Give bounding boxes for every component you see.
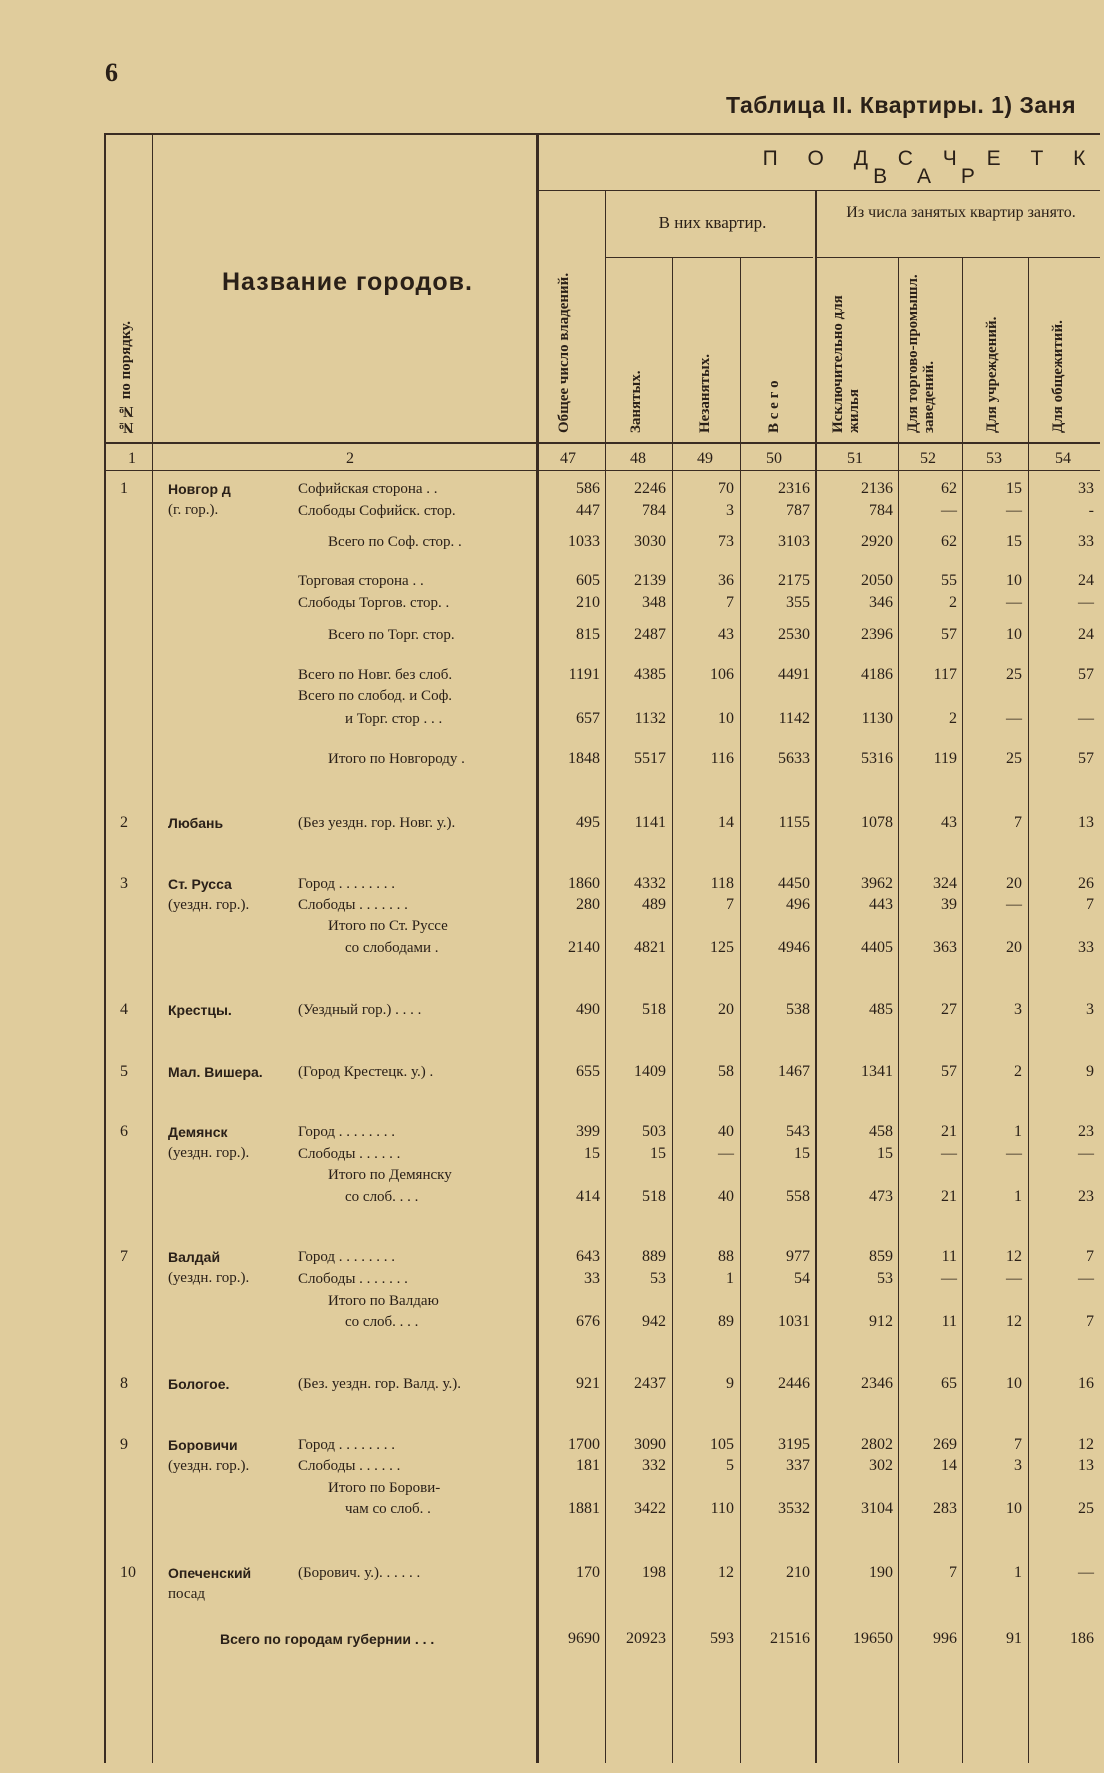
table-cell: 57: [941, 626, 957, 643]
row-label: Торговая сторона . .: [298, 573, 424, 589]
table-cell: 70: [718, 480, 734, 497]
table-cell: 473: [869, 1188, 893, 1205]
of-occupied-header: Из числа занятых квартир занято.: [846, 204, 1076, 221]
table-cell: 3: [1086, 1001, 1094, 1018]
row-label: Итого по Валдаю: [328, 1293, 439, 1309]
row-label: со слободами .: [345, 940, 439, 956]
table-cell: 496: [786, 896, 810, 913]
table-cell: 33: [1078, 939, 1094, 956]
table-cell: 996: [933, 1630, 957, 1647]
row-label: Слободы . . . . . .: [298, 1146, 401, 1162]
table-cell: 57: [1078, 666, 1094, 683]
table-cell: 643: [576, 1248, 600, 1265]
colnum-52: 52: [920, 450, 936, 467]
table-cell: 26: [1078, 875, 1094, 892]
table-cell: 518: [642, 1001, 666, 1018]
table-cell: —: [941, 1145, 957, 1162]
table-cell: 15: [1006, 533, 1022, 550]
table-cell: 815: [576, 626, 600, 643]
table-cell: 921: [576, 1375, 600, 1392]
table-cell: 39: [941, 896, 957, 913]
table-cell: 7: [1086, 1248, 1094, 1265]
city-subtitle: посад: [168, 1586, 206, 1602]
table-cell: —: [1006, 896, 1022, 913]
table-cell: 1142: [778, 710, 810, 727]
table-cell: 346: [869, 594, 893, 611]
table-cell: 889: [642, 1248, 666, 1265]
table-cell: 89: [718, 1313, 734, 1330]
row-label: Всего по слобод. и Соф.: [298, 688, 453, 704]
table-cell: —: [1078, 1145, 1094, 1162]
table-cell: 181: [576, 1457, 600, 1474]
colnum-1: 1: [128, 450, 136, 467]
dormitories-header: Для общежитий.: [1050, 320, 1066, 433]
table-cell: 12: [1078, 1436, 1094, 1453]
table-cell: 269: [933, 1436, 957, 1453]
row-label: Итого по Ст. Руссе: [328, 918, 448, 934]
table-cell: 2346: [861, 1375, 893, 1392]
table-cell: 125: [710, 939, 734, 956]
table-cell: 198: [642, 1564, 666, 1581]
table-cell: 4186: [861, 666, 893, 683]
table-cell: 40: [718, 1123, 734, 1140]
table-cell: 58: [718, 1063, 734, 1080]
exclusively-header: Исключительно для жилья: [830, 295, 862, 433]
city-name: Опеченский: [168, 1565, 252, 1581]
table-cell: 1341: [861, 1063, 893, 1080]
row-label: Всего по Новг. без слоб.: [298, 667, 453, 683]
row-label: Всего по Соф. стор. .: [328, 534, 462, 550]
row-label: чам со слоб. .: [345, 1501, 431, 1517]
in-them-header: В них квартир.: [658, 213, 767, 232]
row-number: 7: [120, 1248, 128, 1265]
colnum-2: 2: [346, 450, 354, 467]
row-label: Слободы Софийск. стор.: [298, 503, 456, 519]
row-label: со слоб. . . .: [345, 1314, 419, 1330]
table-cell: —: [1006, 710, 1022, 727]
table-cell: 186: [1070, 1630, 1094, 1647]
row-label: Слободы . . . . . . .: [298, 897, 408, 913]
table-cell: 2446: [778, 1375, 810, 1392]
table-cell: —: [941, 502, 957, 519]
table-cell: 784: [869, 502, 893, 519]
city-name: Демянск: [168, 1124, 228, 1140]
table-cell: 1141: [634, 814, 666, 831]
occupied-header: Занятых.: [628, 370, 644, 433]
table-cell: 787: [786, 502, 810, 519]
row-label: Город . . . . . . . .: [298, 1124, 396, 1140]
table-cell: 1467: [778, 1063, 810, 1080]
table-cell: —: [1078, 594, 1094, 611]
row-number: 1: [120, 480, 128, 497]
table-cell: 12: [1006, 1313, 1022, 1330]
table-cell: 5633: [778, 750, 810, 767]
table-cell: 13: [1078, 814, 1094, 831]
table-cell: 23: [1078, 1188, 1094, 1205]
table-cell: 10: [718, 710, 734, 727]
table-cell: 9: [726, 1375, 734, 1392]
table-cell: 538: [786, 1001, 810, 1018]
table-cell: 1881: [568, 1500, 600, 1517]
table-cell: 4946: [778, 939, 810, 956]
city-subtitle: (уездн. гор.).: [168, 1458, 250, 1474]
table-cell: 14: [941, 1457, 957, 1474]
table-cell: 3962: [861, 875, 893, 892]
table-cell: -: [1088, 502, 1094, 519]
table-cell: 3422: [634, 1500, 666, 1517]
table-cell: 4332: [634, 875, 666, 892]
table-cell: 65: [941, 1375, 957, 1392]
table-cell: 2: [949, 594, 957, 611]
row-number: 8: [120, 1375, 128, 1392]
total-holdings-header: Общее число владений.: [556, 272, 572, 433]
table-cell: 62: [941, 480, 957, 497]
table-cell: 119: [933, 750, 957, 767]
table-cell: 1: [726, 1270, 734, 1287]
table-cell: 20: [1006, 939, 1022, 956]
city-subtitle: (уездн. гор.).: [168, 1145, 250, 1161]
table-cell: 12: [718, 1564, 734, 1581]
table-cell: 1031: [778, 1313, 810, 1330]
city-subtitle: (уездн. гор.).: [168, 897, 250, 913]
table-cell: 9690: [568, 1630, 600, 1647]
table-cell: 2437: [634, 1375, 666, 1392]
table-cell: —: [1078, 1270, 1094, 1287]
table-cell: 2802: [861, 1436, 893, 1453]
table-cell: 105: [710, 1436, 734, 1453]
table-cell: 1033: [568, 533, 600, 550]
table-cell: 43: [718, 626, 734, 643]
table-cell: 23: [1078, 1123, 1094, 1140]
table-cell: —: [1078, 1564, 1094, 1581]
row-label: со слоб. . . .: [345, 1189, 419, 1205]
table-cell: —: [941, 1270, 957, 1287]
table-cell: 859: [869, 1248, 893, 1265]
table-cell: 21: [941, 1188, 957, 1205]
table-cell: 73: [718, 533, 734, 550]
row-number: 4: [120, 1001, 128, 1018]
city-subtitle: (г. гор.).: [168, 502, 219, 518]
table-cell: 2140: [568, 939, 600, 956]
table-cell: 110: [710, 1500, 734, 1517]
table-cell: 348: [642, 594, 666, 611]
table-cell: 11: [941, 1313, 957, 1330]
city-name: Ст. Русса: [168, 876, 232, 892]
table-cell: 11: [941, 1248, 957, 1265]
table-cell: 24: [1078, 572, 1094, 589]
table-cell: 7: [1014, 1436, 1022, 1453]
table-cell: 458: [869, 1123, 893, 1140]
row-label: Софийская сторона . .: [298, 481, 438, 497]
table-cell: 414: [576, 1188, 600, 1205]
table-cell: 4821: [634, 939, 666, 956]
colnum-50: 50: [766, 450, 782, 467]
table-cell: —: [1006, 1270, 1022, 1287]
colnum-48: 48: [630, 450, 646, 467]
table-cell: 543: [786, 1123, 810, 1140]
table-cell: 1860: [568, 875, 600, 892]
row-number: 10: [120, 1564, 136, 1581]
row-label: Город . . . . . . . .: [298, 876, 396, 892]
table-cell: 489: [642, 896, 666, 913]
table-cell: 1848: [568, 750, 600, 767]
page-number: 6: [105, 58, 118, 87]
table-cell: 503: [642, 1123, 666, 1140]
table-cell: 21516: [770, 1630, 810, 1647]
table-cell: 43: [941, 814, 957, 831]
table-cell: 15: [650, 1145, 666, 1162]
row-label: (Без. уездн. гор. Валд. у.).: [298, 1376, 462, 1392]
table-cell: 1: [1014, 1564, 1022, 1581]
table-cell: 106: [710, 666, 734, 683]
row-label: Слободы . . . . . .: [298, 1458, 401, 1474]
table-cell: 3104: [861, 1500, 893, 1517]
table-cell: 5316: [861, 750, 893, 767]
table-cell: 1078: [861, 814, 893, 831]
table-cell: 586: [576, 480, 600, 497]
row-label: (Уездный гор.) . . . .: [298, 1002, 422, 1018]
table-cell: 57: [1078, 750, 1094, 767]
table-cell: 2136: [861, 480, 893, 497]
table-cell: 3: [1014, 1457, 1022, 1474]
table-cell: 4385: [634, 666, 666, 683]
table-cell: 518: [642, 1188, 666, 1205]
table-cell: 12: [1006, 1248, 1022, 1265]
city-subtitle: (уездн. гор.).: [168, 1270, 250, 1286]
unoccupied-header: Незанятых.: [697, 354, 713, 433]
table-cell: 558: [786, 1188, 810, 1205]
table-cell: 190: [869, 1564, 893, 1581]
institutions-header: Для учреждений.: [984, 316, 1000, 433]
table-cell: 2316: [778, 480, 810, 497]
table-cell: 5: [726, 1457, 734, 1474]
table-cell: 3103: [778, 533, 810, 550]
table-cell: 4450: [778, 875, 810, 892]
city-name: Мал. Вишера.: [168, 1064, 263, 1080]
group-header: П О Д С Ч Е Т К В А Р: [762, 147, 1098, 188]
no-header: №№ по порядку.: [118, 320, 134, 435]
row-label: Итого по Демянску: [328, 1167, 452, 1183]
table-cell: —: [1006, 594, 1022, 611]
table-cell: —: [1006, 1145, 1022, 1162]
colnum-53: 53: [986, 450, 1002, 467]
table-cell: 7: [726, 594, 734, 611]
row-number: 2: [120, 814, 128, 831]
table-cell: 912: [869, 1313, 893, 1330]
table-cell: 170: [576, 1564, 600, 1581]
table-cell: 16: [1078, 1375, 1094, 1392]
table-cell: 1155: [778, 814, 810, 831]
city-name: Бологое.: [168, 1376, 230, 1392]
table-cell: 27: [941, 1001, 957, 1018]
table-cell: 324: [933, 875, 957, 892]
table-cell: 605: [576, 572, 600, 589]
table-cell: 2175: [778, 572, 810, 589]
table-cell: 20: [1006, 875, 1022, 892]
table-cell: 655: [576, 1063, 600, 1080]
table-cell: 53: [650, 1270, 666, 1287]
table-cell: 1132: [634, 710, 666, 727]
table-cell: 1191: [568, 666, 600, 683]
table-cell: 3: [1014, 1001, 1022, 1018]
row-label: (Город Крестецк. у.) .: [298, 1064, 434, 1080]
table-cell: 280: [576, 896, 600, 913]
table-cell: 7: [1086, 1313, 1094, 1330]
table-cell: 33: [1078, 480, 1094, 497]
row-number: 9: [120, 1436, 128, 1453]
trade-header: Для торгово-промышл. заведений.: [905, 274, 937, 433]
table-cell: 19650: [853, 1630, 893, 1647]
table-cell: 2920: [861, 533, 893, 550]
table-cell: 3: [726, 502, 734, 519]
table-cell: 2396: [861, 626, 893, 643]
table-cell: 2050: [861, 572, 893, 589]
row-label: Слободы . . . . . . .: [298, 1271, 408, 1287]
table-cell: 2530: [778, 626, 810, 643]
city-name: Любань: [168, 815, 224, 831]
table-cell: 942: [642, 1313, 666, 1330]
table-cell: 88: [718, 1248, 734, 1265]
table-cell: 657: [576, 710, 600, 727]
table-cell: 15: [1006, 480, 1022, 497]
table-cell: 116: [710, 750, 734, 767]
table-cell: 20923: [626, 1630, 666, 1647]
table-cell: 21: [941, 1123, 957, 1140]
row-label: (Без уездн. гор. Новг. у.).: [298, 815, 456, 831]
row-label: (Борович. у.). . . . . .: [298, 1565, 421, 1581]
row-number: 6: [120, 1123, 128, 1140]
city-name: Новгор д: [168, 481, 231, 497]
row-label: Город . . . . . . . .: [298, 1249, 396, 1265]
table-cell: 337: [786, 1457, 810, 1474]
table-cell: 1700: [568, 1436, 600, 1453]
table-cell: 1130: [861, 710, 893, 727]
table-cell: 1409: [634, 1063, 666, 1080]
row-number: 3: [120, 875, 128, 892]
table-cell: 977: [786, 1248, 810, 1265]
table-cell: 495: [576, 814, 600, 831]
table-cell: 15: [794, 1145, 810, 1162]
table-cell: 447: [576, 502, 600, 519]
table-cell: 3030: [634, 533, 666, 550]
table-cell: 9: [1086, 1063, 1094, 1080]
table-cell: 7: [949, 1564, 957, 1581]
table-cell: 91: [1006, 1630, 1022, 1647]
table-cell: 3532: [778, 1500, 810, 1517]
row-label: Итого по Борови-: [328, 1480, 441, 1496]
table-cell: 3195: [778, 1436, 810, 1453]
table-cell: 2: [1014, 1063, 1022, 1080]
table-cell: 10: [1006, 1375, 1022, 1392]
row-label: Итого по Новгороду .: [328, 751, 465, 767]
table-cell: 40: [718, 1188, 734, 1205]
table-cell: —: [718, 1145, 734, 1162]
table-cell: 5517: [634, 750, 666, 767]
row-label: Слободы Торгов. стор. .: [298, 595, 450, 611]
colnum-47: 47: [560, 450, 576, 467]
name-header: Название городов.: [222, 268, 473, 296]
table-cell: 4491: [778, 666, 810, 683]
table-cell: 283: [933, 1500, 957, 1517]
row-label: и Торг. стор . . .: [345, 711, 443, 727]
table-cell: 10: [1006, 572, 1022, 589]
table-cell: 15: [584, 1145, 600, 1162]
table-cell: 210: [576, 594, 600, 611]
table-cell: —: [1006, 502, 1022, 519]
table-cell: 33: [584, 1270, 600, 1287]
row-label: Всего по Торг. стор.: [328, 627, 455, 643]
table-cell: 490: [576, 1001, 600, 1018]
table-cell: 117: [933, 666, 957, 683]
table-cell: 593: [710, 1630, 734, 1647]
city-name: Крестцы.: [168, 1002, 232, 1018]
table-cell: 2246: [634, 480, 666, 497]
table-cell: 54: [794, 1270, 810, 1287]
row-number: 5: [120, 1063, 128, 1080]
table-cell: —: [1078, 710, 1094, 727]
table-cell: 2: [949, 710, 957, 727]
colnum-54: 54: [1055, 450, 1071, 467]
colnum-51: 51: [847, 450, 863, 467]
city-name: Боровичи: [168, 1437, 238, 1453]
row-label: Город . . . . . . . .: [298, 1437, 396, 1453]
table-cell: 10: [1006, 626, 1022, 643]
table-cell: 3090: [634, 1436, 666, 1453]
table-cell: 1: [1014, 1188, 1022, 1205]
table-cell: 14: [718, 814, 734, 831]
table-cell: 55: [941, 572, 957, 589]
table-cell: 20: [718, 1001, 734, 1018]
table-cell: 57: [941, 1063, 957, 1080]
table-cell: 399: [576, 1123, 600, 1140]
table-cell: 15: [877, 1145, 893, 1162]
table-cell: 62: [941, 533, 957, 550]
table-cell: 363: [933, 939, 957, 956]
table-cell: 2139: [634, 572, 666, 589]
table-cell: 210: [786, 1564, 810, 1581]
table-cell: 784: [642, 502, 666, 519]
table-cell: 25: [1006, 750, 1022, 767]
table-cell: 25: [1006, 666, 1022, 683]
table-cell: 24: [1078, 626, 1094, 643]
table-title: Таблица II. Квартиры. 1) Заня: [726, 92, 1076, 118]
table-cell: 10: [1006, 1500, 1022, 1517]
table-cell: 13: [1078, 1457, 1094, 1474]
grand-total-label: Всего по городам губернии . . .: [220, 1631, 435, 1647]
table-cell: 7: [726, 896, 734, 913]
table-cell: 4405: [861, 939, 893, 956]
table-cell: 485: [869, 1001, 893, 1018]
colnum-49: 49: [697, 450, 713, 467]
table-cell: 355: [786, 594, 810, 611]
table-cell: 332: [642, 1457, 666, 1474]
table-cell: 7: [1014, 814, 1022, 831]
table-cell: 1: [1014, 1123, 1022, 1140]
table-cell: 36: [718, 572, 734, 589]
table-cell: 118: [710, 875, 734, 892]
table-cell: 302: [869, 1457, 893, 1474]
table-cell: 2487: [634, 626, 666, 643]
table-cell: 25: [1078, 1500, 1094, 1517]
city-name: Валдай: [168, 1249, 221, 1265]
table-cell: 53: [877, 1270, 893, 1287]
table-cell: 7: [1086, 896, 1094, 913]
table-cell: 33: [1078, 533, 1094, 550]
table-cell: 443: [869, 896, 893, 913]
total-header: В с е г о: [766, 380, 782, 433]
table-cell: 676: [576, 1313, 600, 1330]
